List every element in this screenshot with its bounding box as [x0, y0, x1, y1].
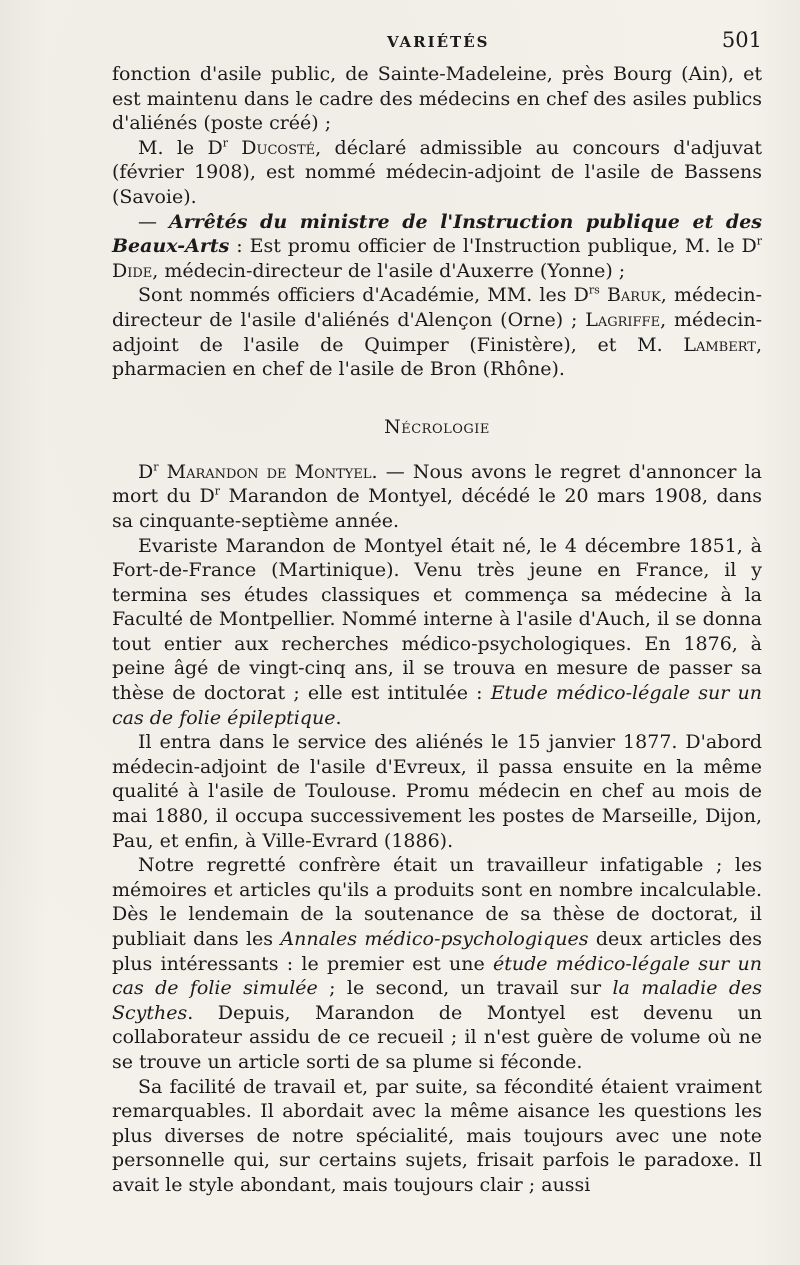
p2-a: M. le D	[138, 136, 223, 159]
p5-b	[159, 461, 167, 483]
p5-d: Marandon de Montyel, décédé le 20 mars 1908, dans sa cinquante-septième année.	[112, 485, 762, 532]
p4-e: , pharmacien en chef de l'asile de Bron (Rhône).	[112, 333, 762, 381]
paragraph-9	[112, 1075, 762, 1198]
p8-title2: la maladie des Scythes	[112, 977, 762, 1024]
p3-title: Arrêtés du ministre de l'Instruction publique et des Beaux-Arts	[112, 210, 763, 258]
p3-sup: r	[756, 234, 762, 248]
p4-name1: Baruk	[606, 284, 661, 307]
paragraph-4	[112, 283, 762, 381]
p5-sup2: r	[214, 484, 221, 498]
p8-b: deux articles des plus intéressants : le premier est une	[112, 928, 762, 975]
p5-sup: r	[153, 460, 159, 474]
p6-title: Etude médico-légale sur un cas de folie épileptique	[112, 682, 762, 729]
p4-d: , médecin-adjoint de l'asile de Quimper (Finistère), et M.	[112, 308, 762, 356]
paragraph-1	[112, 62, 762, 136]
p2-sup: r	[222, 136, 228, 150]
p2-name: Ducosté	[241, 136, 316, 159]
p6-b: .	[335, 706, 342, 729]
p6-a: Evariste Marandon de Montyel était né, le 4 décembre 1851, à Fort-de-France (Martinique). Venu très jeune en France, il y termina ses études classiques et commença sa médecine à la Faculté de Montpellier. Nommé interne à l'asile d'Auch, il se donna tout entier aux recherches médico-psychologiques. En 1876, à peine âgé de vingt-cinq ans, il se trouva en mesure de passer sa thèse de doctorat ; elle est intitulée :	[112, 534, 762, 705]
p3-b: : Est promu officier de l'Instruction publique, M. le D	[229, 235, 757, 258]
p5-name: Marandon de Montyel	[166, 460, 372, 483]
p4-name3: Lambert	[683, 333, 756, 356]
p4-a: Sont nommés officiers d'Académie, MM. les D	[138, 284, 589, 307]
paragraph-7-text: Il entra dans le service des aliénés le 15 janvier 1877. D'abord médecin-adjoint de l'asile d'Evreux, il passa ensuite en la même qualité à l'asile de Toulouse. Promu médecin en chef au mois de mai 1880, il occupa successivement les postes de Marseille, Dijon, Pau, et enfin, à Ville-Evrard (1886).	[112, 731, 762, 852]
p8-title1: étude médico-légale sur un cas de folie simulée	[112, 952, 762, 1000]
p8-a: Notre regretté confrère était un travailleur infatigable ; les mémoires et articles qu'ils a produits sont en nombre incalculable. Dès le lendemain de la soutenance de sa thèse de doctorat, il publiait dans les	[112, 854, 762, 950]
page-header	[112, 28, 762, 62]
p3-name: Dide	[112, 259, 153, 282]
p8-d: . Depuis, Marandon de Montyel est devenu un collaborateur assidu de ce recueil ; il n'est guère de volume où ne se trouve un article sorti de sa plume si féconde.	[112, 1001, 762, 1073]
paragraph-8	[112, 853, 762, 1074]
p8-c: ; le second, un travail sur	[317, 977, 613, 1000]
section-title: Nécrologie	[384, 415, 490, 438]
p8-journal: Annales médico-psychologiques	[280, 928, 589, 950]
p5-a: D	[138, 460, 154, 483]
p5-c: . — Nous avons le regret d'annoncer la mort du D	[112, 460, 762, 508]
page-number: 501	[721, 28, 762, 52]
paragraph-6	[112, 534, 762, 731]
paragraph-1-text: fonction d'asile public, de Sainte-Madeleine, près Bourg (Ain), et est maintenu dans le cadre des médecins en chef des asiles publics d'aliénés (poste créé) ;	[112, 63, 762, 135]
p4-c: , médecin-directeur de l'asile d'aliénés d'Alençon (Orne) ;	[112, 284, 762, 331]
running-head: VARIÉTÉS	[387, 33, 490, 51]
p3-d: , médecin-directeur de l'asile d'Auxerre (Yonne) ;	[152, 259, 626, 282]
paragraph-5	[112, 460, 762, 534]
p2-b: , déclaré admissible au concours d'adjuvat (février 1908), est nommé médecin-adjoint de l'asile de Bassens (Savoie).	[112, 136, 762, 208]
paragraph-2	[112, 136, 762, 210]
p4-b	[600, 284, 607, 306]
p4-name2: Lagriffe	[585, 308, 661, 331]
paragraph-9-text: Sa facilité de travail et, par suite, sa fécondité étaient vraiment remarquables. Il abordait avec la même aisance les questions les plus diverses de notre spécialité, mais toujours avec une note personnelle qui, sur certains sujets, frisait parfois le paradoxe. Il avait le style abondant, mais toujours clair ; aussi	[112, 1075, 762, 1196]
paragraph-7	[112, 730, 762, 853]
p4-sup: rs	[588, 284, 600, 298]
paragraph-3	[112, 210, 762, 284]
p3-a: —	[138, 210, 170, 233]
